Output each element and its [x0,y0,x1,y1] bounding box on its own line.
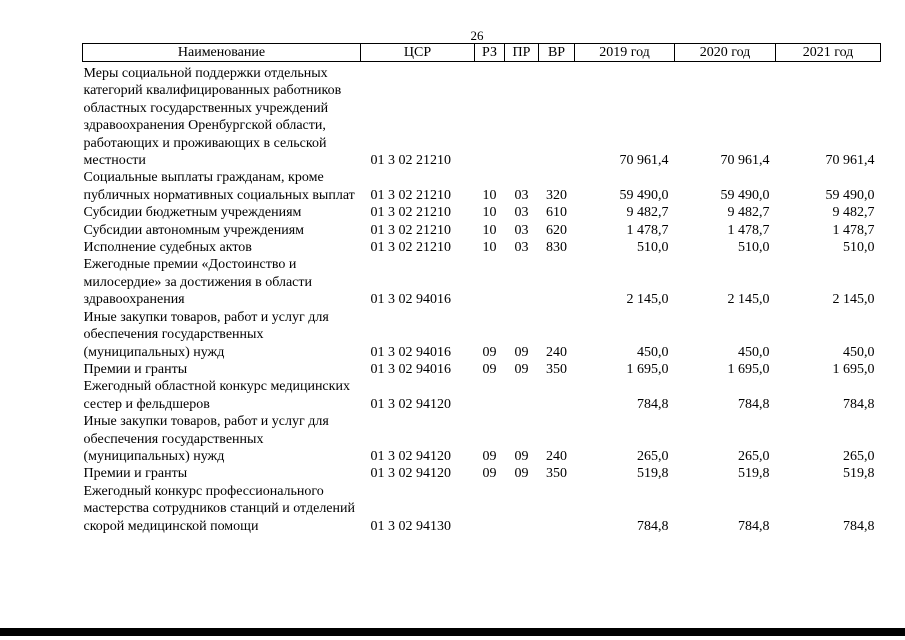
row-value-2019: 510,0 [637,240,669,256]
row-name: Социальные выплаты гражданам, кроме публичных нормативных социальных выплат [83,170,355,203]
row-csr: 01 3 02 94120 [370,448,451,464]
row-value-2019: 1 695,0 [626,361,669,377]
row-name: Ежегодный областной конкурс медицинских сестер и фельдшеров [83,379,350,412]
row-value-2019: 519,8 [637,466,669,482]
row-value-2019: 2 145,0 [626,292,669,308]
row-value-2021: 784,8 [843,396,875,412]
row-csr: 01 3 02 21210 [370,222,451,238]
header-2019: 2019 год [575,44,675,62]
header-vr: ВР [539,44,575,62]
row-value-2019: 784,8 [637,396,669,412]
row-value-2021: 2 145,0 [832,292,875,308]
row-vr: 610 [546,205,567,221]
row-name: Премии и гранты [83,466,188,482]
row-rz [475,256,505,308]
row-csr: 01 3 02 21210 [370,205,451,221]
table-row [83,309,881,361]
row-value-2021: 59 490,0 [825,187,875,203]
row-value-2019: 1 478,7 [626,222,669,238]
row-rz: 09 [482,466,497,482]
table-row [83,378,881,413]
header-csr: ЦСР [361,44,475,62]
row-pr [505,483,539,535]
row-name: Ежегодные премии «Достоинство и милосердие» за достижения в области здравоохранения [83,257,313,308]
row-name: Иные закупки товаров, работ и услуг для обеспечения государственных (муниципальных) нужд [83,414,329,464]
row-vr: 350 [546,466,567,482]
row-value-2020: 9 482,7 [727,205,770,221]
row-csr: 01 3 02 94120 [370,466,451,482]
row-name: Премии и гранты [83,361,188,377]
row-name: Субсидии автономным учреждениям [83,222,305,238]
row-pr: 09 [514,448,529,464]
row-csr: 01 3 02 94016 [370,361,451,377]
row-value-2020: 2 145,0 [727,292,770,308]
row-value-2019: 265,0 [637,448,669,464]
row-pr: 03 [514,187,529,203]
page-number: 26 [470,28,484,43]
row-vr: 620 [546,222,567,238]
row-pr: 03 [514,240,529,256]
row-value-2019: 784,8 [637,518,669,534]
row-value-2021: 1 695,0 [832,361,875,377]
table-row [83,465,881,482]
header-2021: 2021 год [776,44,881,62]
header-rz: РЗ [475,44,505,62]
row-vr: 830 [546,240,567,256]
row-name: Исполнение судебных актов [83,240,252,256]
row-pr [505,62,539,170]
row-vr: 320 [546,187,567,203]
row-rz [475,62,505,170]
row-value-2021: 784,8 [843,518,875,534]
row-value-2021: 450,0 [843,344,875,360]
row-vr: 240 [546,448,567,464]
budget-table [82,43,881,535]
table-row [83,239,881,256]
row-pr: 09 [514,466,529,482]
row-rz [475,378,505,413]
table-row [83,256,881,308]
row-value-2019: 9 482,7 [626,205,669,221]
row-value-2020: 784,8 [738,396,770,412]
row-value-2021: 265,0 [843,448,875,464]
row-rz: 10 [482,205,497,221]
row-csr: 01 3 02 94016 [370,344,451,360]
row-vr: 240 [546,344,567,360]
row-rz: 09 [482,344,497,360]
row-name: Иные закупки товаров, работ и услуг для обеспечения государственных (муниципальных) нужд [83,309,329,360]
header-name: Наименование [83,44,361,62]
row-value-2020: 519,8 [738,466,770,482]
row-pr [505,256,539,308]
row-csr: 01 3 02 94120 [370,396,451,412]
row-value-2020: 265,0 [738,448,770,464]
row-value-2019: 450,0 [637,344,669,360]
table-header [83,44,881,62]
row-value-2021: 70 961,4 [825,153,875,169]
row-value-2020: 70 961,4 [720,153,770,169]
row-value-2020: 1 695,0 [727,361,770,377]
row-value-2021: 519,8 [843,466,875,482]
row-rz: 09 [482,448,497,464]
row-value-2019: 70 961,4 [619,153,669,169]
row-csr: 01 3 02 21210 [370,240,451,256]
row-csr: 01 3 02 94016 [370,292,451,308]
row-name: Субсидии бюджетным учреждениям [83,205,302,221]
row-name: Ежегодный конкурс профессионального мастерства сотрудников станций и отделений скорой медицинской помощи [83,483,355,534]
row-value-2021: 510,0 [843,240,875,256]
row-name: Меры социальной поддержки отдельных категорий квалифицированных работников областных государственных учреждений здравоохранения Оренбургской области, работающих и проживающих в сельской местности [83,66,342,169]
table-row [83,62,881,170]
row-pr: 09 [514,344,529,360]
table-row [83,169,881,204]
row-value-2020: 450,0 [738,344,770,360]
row-value-2020: 59 490,0 [720,187,770,203]
table-body [83,62,881,535]
table-row [83,204,881,221]
row-csr: 01 3 02 21210 [370,153,451,169]
row-vr [539,378,575,413]
table-row [83,222,881,239]
bottom-rule [0,628,905,636]
row-rz: 10 [482,240,497,256]
header-pr: ПР [505,44,539,62]
header-2020: 2020 год [675,44,776,62]
row-value-2020: 510,0 [738,240,770,256]
row-rz [475,483,505,535]
row-pr: 09 [514,361,529,377]
row-pr [505,378,539,413]
row-value-2020: 784,8 [738,518,770,534]
table-row [83,483,881,535]
row-rz: 10 [482,187,497,203]
row-value-2020: 1 478,7 [727,222,770,238]
row-vr [539,62,575,170]
row-vr: 350 [546,361,567,377]
row-vr [539,256,575,308]
table-row [83,361,881,378]
row-value-2019: 59 490,0 [619,187,669,203]
row-rz: 10 [482,222,497,238]
row-value-2021: 9 482,7 [832,205,875,221]
row-rz: 09 [482,361,497,377]
row-value-2021: 1 478,7 [832,222,875,238]
row-pr: 03 [514,222,529,238]
table-row [83,413,881,465]
row-csr: 01 3 02 21210 [370,187,451,203]
row-csr: 01 3 02 94130 [370,518,451,534]
row-pr: 03 [514,205,529,221]
row-vr [539,483,575,535]
